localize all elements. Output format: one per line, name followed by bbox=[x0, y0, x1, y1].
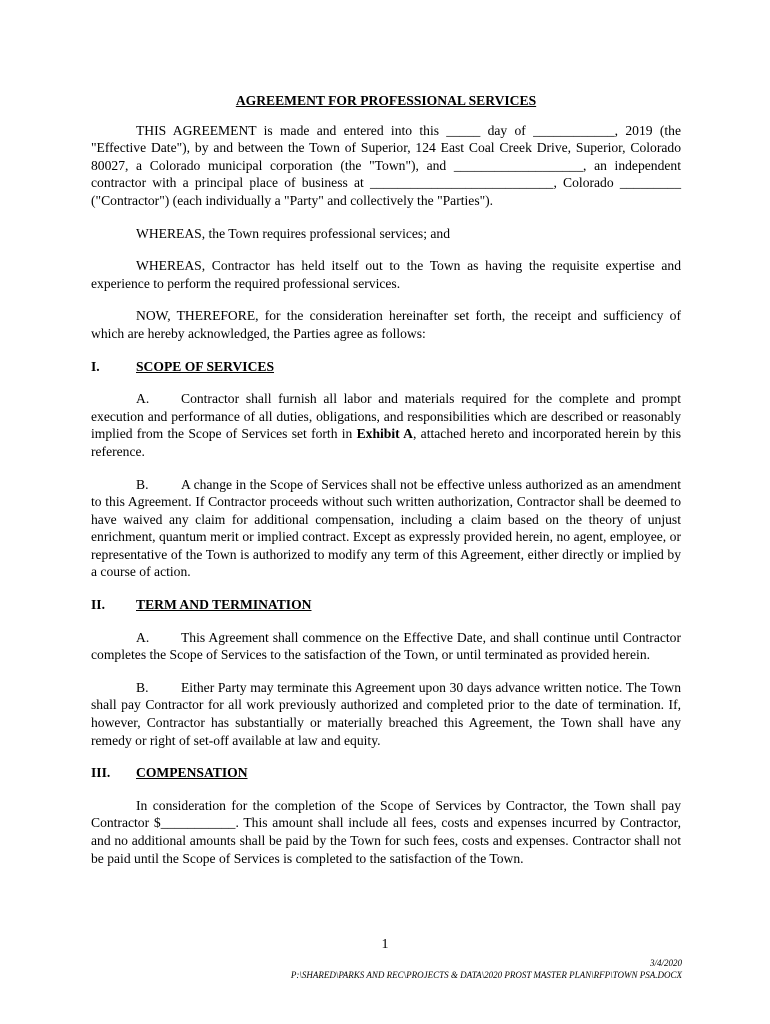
section-number: III. bbox=[91, 765, 111, 781]
clause-text: A change in the Scope of Services shall not be effective unless authorized as an amendment to this Agreement. If Contractor proceeds without such written authorization, Contractor shall be deemed to have waived any claim for additional compensation, including a claim based on the theory of unjust enrichment, quantum merit or implied contract. Except as expressly provided herein, no agent, employee, or representative of the Town is authorized to modify any term of this Agreement, either directly or implied by a course of action. bbox=[91, 476, 681, 580]
section-title: TERM AND TERMINATION bbox=[136, 597, 312, 613]
scope-clause-b bbox=[91, 476, 681, 582]
clause-letter: A. bbox=[136, 629, 150, 645]
clause-text-end: , attached hereto and incorporated herein by this reference. bbox=[91, 426, 682, 459]
scope-clause-a bbox=[91, 390, 681, 460]
section-heading-scope bbox=[91, 358, 681, 376]
page-footer bbox=[291, 957, 682, 981]
compensation-paragraph: In consideration for the completion of the Scope of Services by Contractor, the Town shall pay Contractor $___________. This amount shall include all fees, costs and expenses incurred by Contractor, and no additional amounts shall be paid by the Town for such fees, costs and expenses. Contractor shall not be paid until the Scope of Services is completed to the satisfaction of the Town. bbox=[91, 797, 681, 866]
clause-letter: B. bbox=[136, 679, 149, 695]
intro-paragraph: THIS AGREEMENT is made and entered into this _____ day of ____________, 2019 (the "Effective Date"), by and between the Town of Superior, 124 East Coal Creek Drive, Superior, Colorado 80027, a Colorado municipal corporation (the "Town"), and ___________________, an independent contractor with a principal place of business at ___________________________, Colorado _________ ("Contractor") (each individually a "Party" and collectively the "Parties"). bbox=[91, 122, 681, 208]
footer-file-path: P:\SHARED\PARKS AND REC\PROJECTS & DATA\2020 PROST MASTER PLAN\RFP\TOWN PSA.DOCX bbox=[290, 970, 682, 980]
whereas-paragraph-1: WHEREAS, the Town requires professional services; and bbox=[136, 225, 451, 241]
term-clause-b bbox=[91, 679, 681, 749]
clause-text: Contractor shall furnish all labor and materials required for the complete and prompt execution and performance of all duties, obligations, and responsibilities which are described or reasonably implied from the Scope of Services set forth in bbox=[91, 391, 681, 442]
section-number: I. bbox=[91, 358, 100, 374]
clause-letter: A. bbox=[136, 391, 150, 407]
document-title: AGREEMENT FOR PROFESSIONAL SERVICES bbox=[235, 93, 537, 108]
section-title: SCOPE OF SERVICES bbox=[136, 358, 275, 374]
footer-date: 3/4/2020 bbox=[649, 958, 682, 968]
clause-text: This Agreement shall commence on the Effective Date, and shall continue until Contractor completes the Scope of Services to the satisfaction of the Town, or until terminated as provided herein. bbox=[91, 629, 681, 663]
now-therefore-paragraph: NOW, THEREFORE, for the consideration hereinafter set forth, the receipt and sufficiency of which are hereby acknowledged, the Parties agree as follows: bbox=[91, 308, 681, 341]
section-title: COMPENSATION bbox=[136, 765, 248, 781]
section-heading-term bbox=[91, 596, 681, 614]
exhibit-reference: Exhibit A bbox=[356, 426, 414, 442]
document-page bbox=[91, 92, 681, 882]
term-clause-a bbox=[91, 629, 681, 664]
clause-letter: B. bbox=[136, 476, 149, 492]
whereas-paragraph-2: WHEREAS, Contractor has held itself out to the Town as having the requisite expertise and experience to perform the required professional services. bbox=[91, 258, 681, 291]
section-number: II. bbox=[91, 597, 105, 613]
page-number: 1 bbox=[381, 937, 389, 952]
clause-text: Either Party may terminate this Agreement upon 30 days advance written notice. The Town shall pay Contractor for all work previously authorized and completed prior to the date of termination. If, however, Contractor has substantially or materially breached this Agreement, the Town shall have any remedy or right of set-off available at law and equity. bbox=[91, 679, 681, 748]
section-heading-compensation bbox=[91, 764, 681, 782]
